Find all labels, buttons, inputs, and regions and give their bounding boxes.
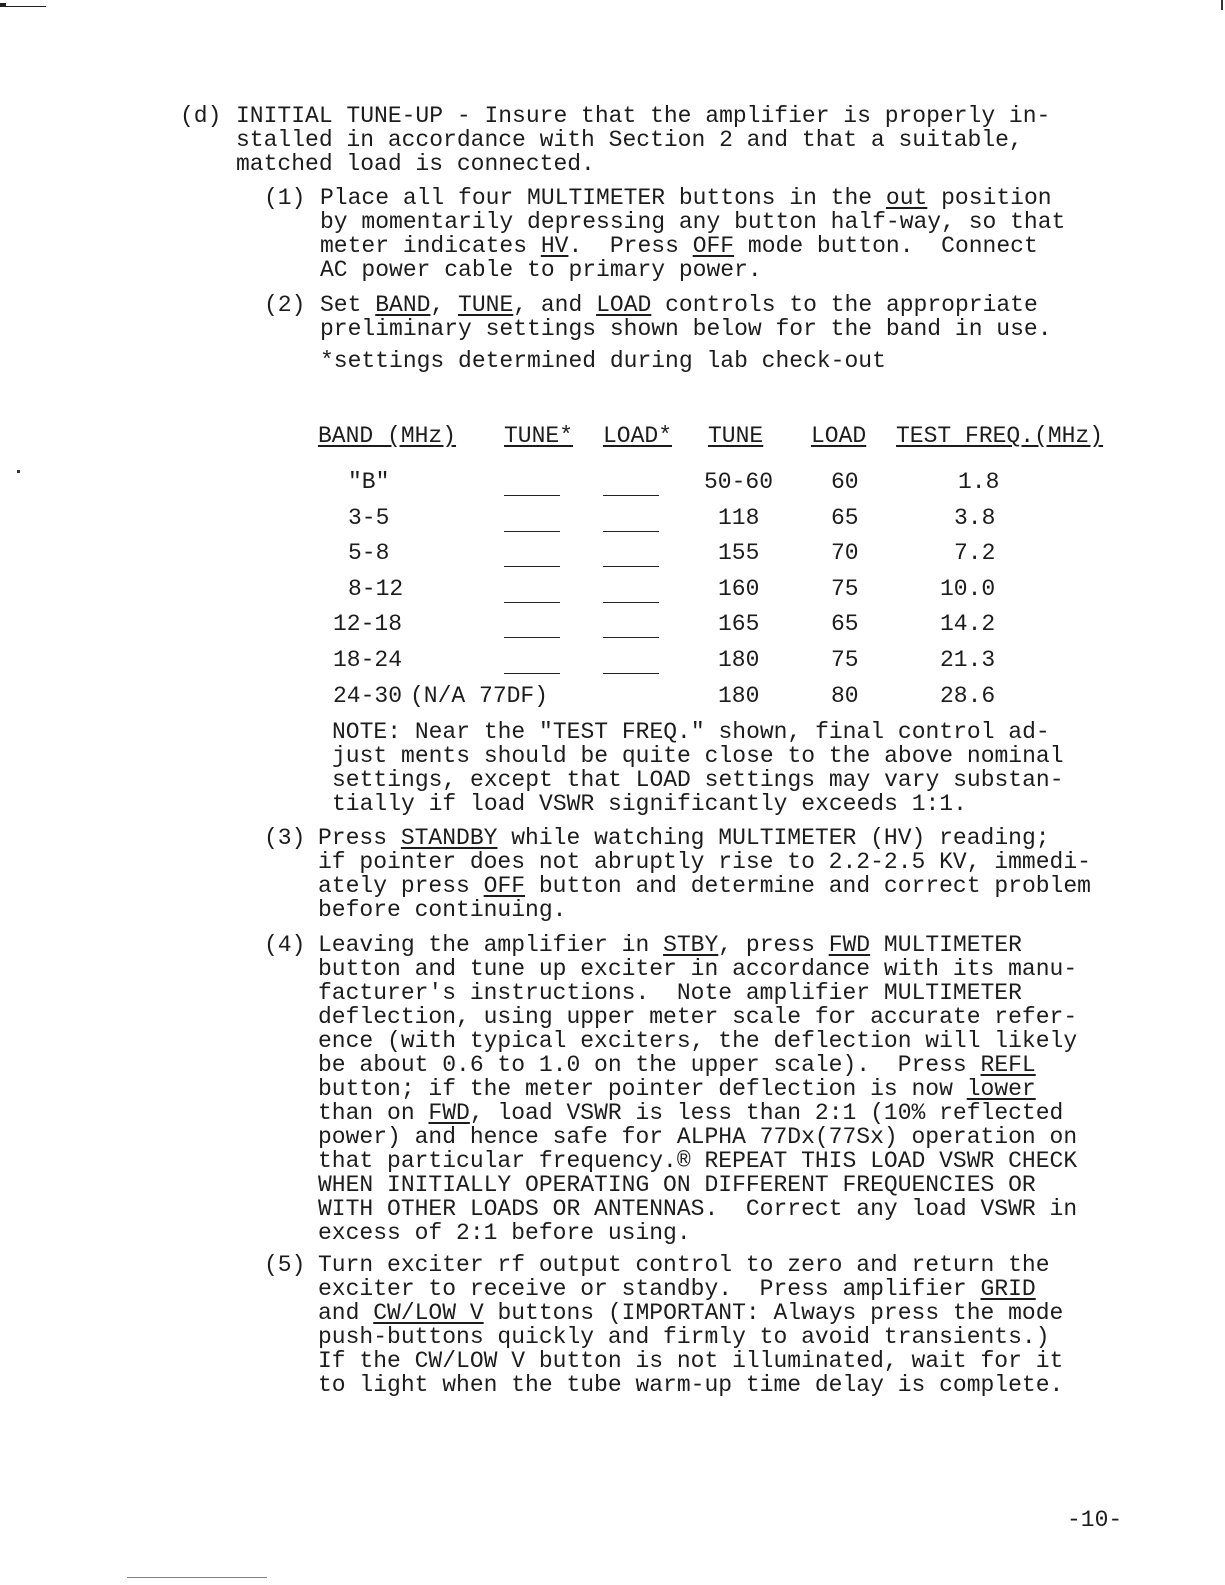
tune-emphasis: TUNE	[458, 292, 514, 318]
step-4-text-run: deflection, using upper meter scale for accurate refer-	[318, 1004, 1078, 1030]
tune-blank	[504, 602, 560, 603]
band-cell: 5-8	[348, 540, 390, 566]
step-4-text-run: than on	[318, 1100, 429, 1126]
header-tune-star: TUNE*	[504, 423, 574, 449]
settings-footnote: *settings determined during lab check-out	[320, 348, 886, 374]
off-emphasis: OFF	[483, 873, 526, 899]
step-5-text-run: If the CW/LOW V button is not illuminated, wait for it	[318, 1348, 1064, 1374]
freq-cell: 14.2	[940, 611, 996, 637]
load-cell: 80	[831, 683, 859, 709]
standby-emphasis: STANDBY	[400, 825, 498, 851]
step-1-text	[320, 186, 1065, 282]
load-cell: 75	[831, 647, 859, 673]
freq-cell: 21.3	[940, 647, 996, 673]
tune-cell: 165	[718, 611, 760, 637]
step-1-label: (1)	[264, 185, 306, 211]
tune-cell: 180	[718, 683, 760, 709]
header-test-freq: TEST FREQ.(MHz)	[896, 423, 1104, 449]
step-3-text-run: Press	[318, 825, 401, 851]
table-note-line: tially if load VSWR significantly exceeds 1:1.	[332, 791, 967, 817]
step-2-text-run: controls to the appropriate	[651, 292, 1038, 318]
load-cell: 65	[831, 505, 859, 531]
refl-emphasis: REFL	[980, 1052, 1036, 1078]
tune-blank	[504, 495, 560, 496]
band-cell: 12-18	[333, 611, 403, 637]
corner-crop-mark	[0, 0, 46, 5]
step-5-text-run: to light when the tube warm-up time delay is complete.	[318, 1372, 1064, 1398]
table-row	[0, 506, 1225, 542]
step-5-text	[318, 1253, 1063, 1397]
freq-cell: 28.6	[940, 683, 996, 709]
page-number: -10-	[1067, 1507, 1123, 1533]
step-4-text-run: power) and hence safe for ALPHA 77Dx(77Sx) operation on	[318, 1124, 1078, 1150]
section-d-line-1: INITIAL TUNE-UP - Insure that the amplifier is properly in-	[236, 103, 1051, 129]
step-4-text-run: , load VSWR is less than 2:1 (10% reflected	[469, 1100, 1064, 1126]
tune-cell: 50-60	[704, 469, 774, 495]
step-2-label: (2)	[264, 292, 306, 318]
step-4-label: (4)	[264, 932, 306, 958]
step-5-text-run: Turn exciter rf output control to zero and return the	[318, 1252, 1050, 1278]
step-4-text-run: WITH OTHER LOADS OR ANTENNAS. Correct any load VSWR in	[318, 1196, 1078, 1222]
freq-cell: 1.8	[958, 469, 1000, 495]
band-emphasis: BAND	[375, 292, 431, 318]
off-emphasis: OFF	[692, 233, 735, 259]
step-1-text-run: meter indicates	[320, 233, 541, 259]
load-blank	[603, 673, 659, 674]
step-3-text	[318, 826, 1091, 922]
step-4-text-run: excess of 2:1 before using.	[318, 1220, 691, 1246]
tune-blank	[504, 637, 560, 638]
table-row	[0, 684, 1225, 720]
step-1-text-run: Place all four MULTIMETER buttons in the	[320, 185, 886, 211]
step-2-text-run: ,	[430, 292, 459, 318]
band-availability-note: (N/A 77DF)	[410, 683, 549, 709]
load-blank	[603, 566, 659, 567]
load-cell: 65	[831, 611, 859, 637]
step-3-text-run: if pointer does not abruptly rise to 2.2-2.5 KV, immedi-	[318, 849, 1091, 875]
load-blank	[603, 495, 659, 496]
step-5-text-run: buttons (IMPORTANT: Always press the mode	[483, 1300, 1064, 1326]
step-4-text-run: button and tune up exciter in accordance with its manu-	[318, 956, 1078, 982]
step-3-text-run: button and determine and correct problem	[525, 873, 1091, 899]
step-4-text-run: that particular frequency.® REPEAT THIS LOAD VSWR CHECK	[318, 1148, 1078, 1174]
step-5-text-run: and	[318, 1300, 374, 1326]
edge-mark	[1221, 0, 1223, 10]
header-tune: TUNE	[708, 423, 764, 449]
tune-blank	[504, 673, 560, 674]
step-5-text-run: push-buttons quickly and firmly to avoid transients.)	[318, 1324, 1050, 1350]
step-3-text-run: ately press	[318, 873, 484, 899]
grid-emphasis: GRID	[980, 1276, 1036, 1302]
load-cell: 70	[831, 540, 859, 566]
out-emphasis: out	[885, 185, 928, 211]
step-4-text-run: be about 0.6 to 1.0 on the upper scale). Press	[318, 1052, 981, 1078]
step-4-text-run: Leaving the amplifier in	[318, 932, 664, 958]
tune-cell: 180	[718, 647, 760, 673]
step-4-text	[318, 933, 1077, 1245]
step-2-text-run: Set	[320, 292, 376, 318]
step-4-text-run: button; if the meter pointer deflection is now	[318, 1076, 967, 1102]
load-cell: 75	[831, 576, 859, 602]
step-1-text-run: . Press	[568, 233, 693, 259]
band-cell: 3-5	[348, 505, 390, 531]
fwd-emphasis: FWD	[428, 1100, 470, 1126]
step-5-label: (5)	[264, 1252, 306, 1278]
fwd-emphasis: FWD	[828, 932, 871, 958]
section-d-line-2: stalled in accordance with Section 2 and that a suitable,	[236, 127, 1023, 153]
band-cell: 18-24	[333, 647, 403, 673]
table-row	[0, 470, 1225, 506]
band-cell: 8-12	[348, 576, 404, 602]
freq-cell: 7.2	[954, 540, 996, 566]
step-2-text	[320, 293, 1052, 341]
load-emphasis: LOAD	[596, 292, 652, 318]
tune-cell: 155	[718, 540, 760, 566]
load-blank	[603, 602, 659, 603]
header-band: BAND (MHz)	[318, 423, 457, 449]
corner-mark-line	[0, 6, 46, 7]
table-row	[0, 577, 1225, 613]
step-1-text-run: position	[927, 185, 1052, 211]
footer-rule	[127, 1577, 267, 1578]
step-4-text-run: MULTIMETER	[870, 932, 1022, 958]
tune-cell: 160	[718, 576, 760, 602]
step-1-text-run: AC power cable to primary power.	[320, 257, 762, 283]
step-4-text-run: , press	[718, 932, 829, 958]
freq-cell: 10.0	[940, 576, 996, 602]
step-1-text-run: mode button. Connect	[734, 233, 1038, 259]
step-3-text-run: before continuing.	[318, 897, 567, 923]
cw-low-v-emphasis: CW/LOW V	[373, 1300, 484, 1326]
load-cell: 60	[831, 469, 859, 495]
table-note	[332, 720, 1064, 816]
step-2-text-run: , and	[513, 292, 597, 318]
step-4-text-run: WHEN INITIALLY OPERATING ON DIFFERENT FREQUENCIES OR	[318, 1172, 1036, 1198]
stby-emphasis: STBY	[663, 932, 719, 958]
section-d-heading	[236, 104, 1050, 176]
step-4-text-run: facturer's instructions. Note amplifier MULTIMETER	[318, 980, 1022, 1006]
step-5-text-run: exciter to receive or standby. Press amplifier	[318, 1276, 981, 1302]
table-row	[0, 541, 1225, 577]
step-1-text-run: by momentarily depressing any button half-way, so that	[320, 209, 1066, 235]
tune-blank	[504, 566, 560, 567]
section-d-line-3: matched load is connected.	[236, 151, 595, 177]
step-2-text-run: preliminary settings shown below for the band in use.	[320, 316, 1052, 342]
band-cell: 24-30	[333, 683, 403, 709]
load-blank	[603, 531, 659, 532]
step-4-text-run: ence (with typical exciters, the deflection will likely	[318, 1028, 1078, 1054]
table-note-line: just ments should be quite close to the above nominal	[332, 743, 1064, 769]
hv-emphasis: HV	[540, 233, 569, 259]
step-3-label: (3)	[264, 825, 306, 851]
section-d-label: (d)	[180, 103, 222, 129]
freq-cell: 3.8	[954, 505, 996, 531]
lower-emphasis: lower	[966, 1076, 1036, 1102]
table-note-line: settings, except that LOAD settings may vary substan-	[332, 767, 1064, 793]
table-row	[0, 612, 1225, 648]
tune-blank	[504, 531, 560, 532]
load-blank	[603, 637, 659, 638]
table-note-line: NOTE: Near the "TEST FREQ." shown, final control ad-	[332, 719, 1050, 745]
step-3-text-run: while watching MULTIMETER (HV) reading;	[497, 825, 1050, 851]
header-load: LOAD	[811, 423, 867, 449]
tune-cell: 118	[718, 505, 760, 531]
table-row	[0, 648, 1225, 684]
band-cell: "B"	[348, 469, 390, 495]
header-load-star: LOAD*	[603, 423, 673, 449]
